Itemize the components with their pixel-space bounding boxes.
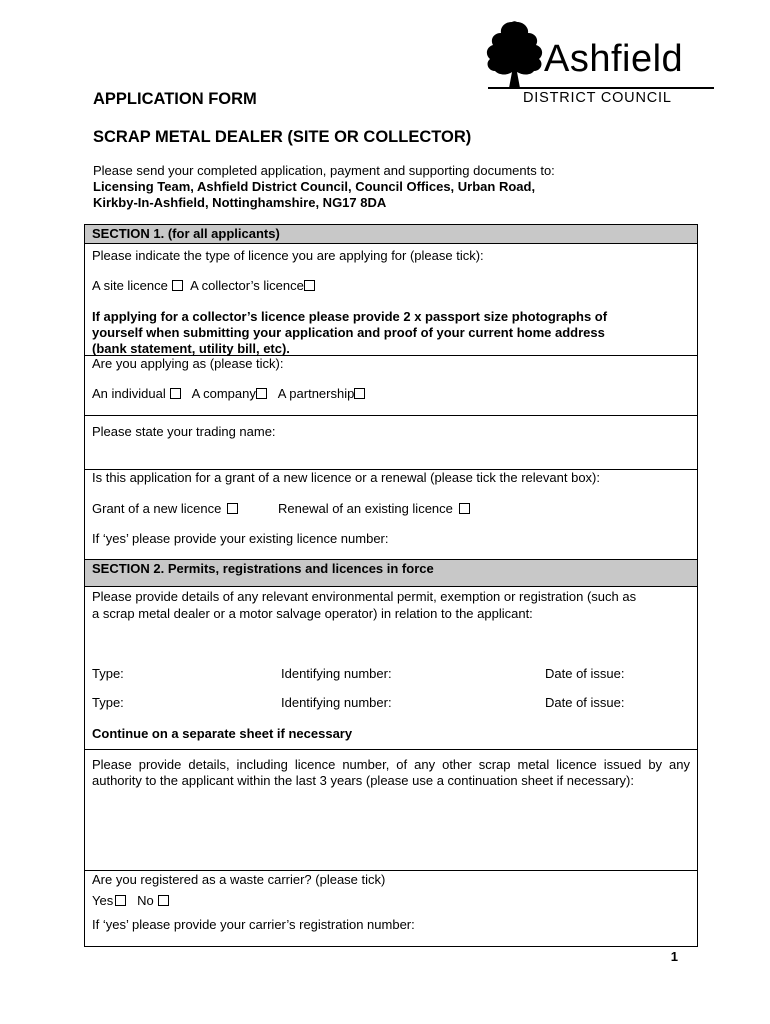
- grant-label: Grant of a new licence: [92, 501, 222, 516]
- trading-name-question: Please state your trading name:: [92, 424, 276, 439]
- licence-type-question: Please indicate the type of licence you are applying for (please tick):: [92, 248, 484, 263]
- licence-type-options: [92, 278, 315, 294]
- renewal-option: [278, 501, 470, 517]
- grant-renewal-question: Is this application for a grant of a new licence or a renewal (please tick the relevant box):: [92, 470, 600, 485]
- permits-question-line-1: Please provide details of any relevant environmental permit, exemption or registration (such as: [92, 589, 637, 604]
- continue-note: Continue on a separate sheet if necessary: [92, 726, 353, 741]
- logo-divider: [520, 87, 714, 89]
- permit-type-label: Type:: [92, 695, 124, 710]
- permit-id-label: Identifying number:: [281, 666, 392, 681]
- application-form-table: [84, 224, 698, 947]
- site-licence-label: A site licence: [92, 278, 168, 293]
- carrier-number-question: If ‘yes’ please provide your carrier’s registration number:: [92, 917, 415, 932]
- company-label: A company: [191, 386, 256, 401]
- site-licence-checkbox[interactable]: [172, 280, 183, 291]
- address-line-1: Licensing Team, Ashfield District Council, Council Offices, Urban Road,: [93, 179, 536, 194]
- other-licence-question: Please provide details, including licence number, of any other scrap metal licence issued by any authority to the applicant within the last 3 years (please use a continuation sheet if necessary):: [92, 757, 690, 788]
- grant-renewal-options: [92, 501, 238, 517]
- collector-licence-label: A collector’s licence: [190, 278, 304, 293]
- applying-as-options: [92, 386, 365, 402]
- no-checkbox[interactable]: [158, 895, 169, 906]
- collector-licence-checkbox[interactable]: [304, 280, 315, 291]
- permit-date-label: Date of issue:: [545, 695, 625, 710]
- intro-text: Please send your completed application, payment and supporting documents to:: [93, 163, 555, 178]
- permits-question-line-2: a scrap metal dealer or a motor salvage operator) in relation to the applicant:: [92, 606, 533, 621]
- other-licence-field[interactable]: [92, 807, 690, 867]
- tree-icon: [482, 18, 548, 90]
- row-divider: [85, 415, 697, 416]
- company-checkbox[interactable]: [256, 388, 267, 399]
- yes-label: Yes: [92, 893, 114, 908]
- yes-checkbox[interactable]: [115, 895, 126, 906]
- form-title: APPLICATION FORM: [93, 90, 257, 108]
- collector-note-line-1: If applying for a collector’s licence please provide 2 x passport size photographs of: [92, 309, 608, 324]
- row-divider: [85, 749, 697, 750]
- trading-name-field[interactable]: [92, 440, 690, 468]
- waste-carrier-question: Are you registered as a waste carrier? (please tick): [92, 872, 386, 887]
- grant-checkbox[interactable]: [227, 503, 238, 514]
- page-number: 1: [670, 949, 678, 964]
- logo-subtitle: DISTRICT COUNCIL: [523, 90, 672, 106]
- section2-heading: SECTION 2. Permits, registrations and licences in force: [85, 560, 697, 587]
- intro-block: [93, 163, 555, 211]
- waste-carrier-options: [92, 893, 169, 909]
- no-label: No: [137, 893, 154, 908]
- renewal-checkbox[interactable]: [459, 503, 470, 514]
- existing-licence-number-question: If ‘yes’ please provide your existing licence number:: [92, 531, 389, 546]
- permit-id-label: Identifying number:: [281, 695, 392, 710]
- address-line-2: Kirkby-In-Ashfield, Nottinghamshire, NG17 8DA: [93, 195, 387, 210]
- permit-type-label: Type:: [92, 666, 124, 681]
- permit-date-label: Date of issue:: [545, 666, 625, 681]
- form-subtitle: SCRAP METAL DEALER (SITE OR COLLECTOR): [93, 128, 472, 146]
- collector-note-line-3: (bank statement, utility bill, etc).: [92, 341, 290, 356]
- collector-note-line-2: yourself when submitting your application and proof of your current home address: [92, 325, 605, 340]
- partnership-label: A partnership: [277, 386, 355, 401]
- individual-checkbox[interactable]: [170, 388, 181, 399]
- row-divider: [85, 870, 697, 871]
- section1-heading: SECTION 1. (for all applicants): [85, 225, 697, 244]
- renewal-label: Renewal of an existing licence: [278, 501, 453, 516]
- applying-as-question: Are you applying as (please tick):: [92, 356, 284, 371]
- council-logo: [482, 18, 718, 108]
- individual-label: An individual: [92, 386, 166, 401]
- logo-name: Ashfield: [544, 38, 684, 80]
- partnership-checkbox[interactable]: [354, 388, 365, 399]
